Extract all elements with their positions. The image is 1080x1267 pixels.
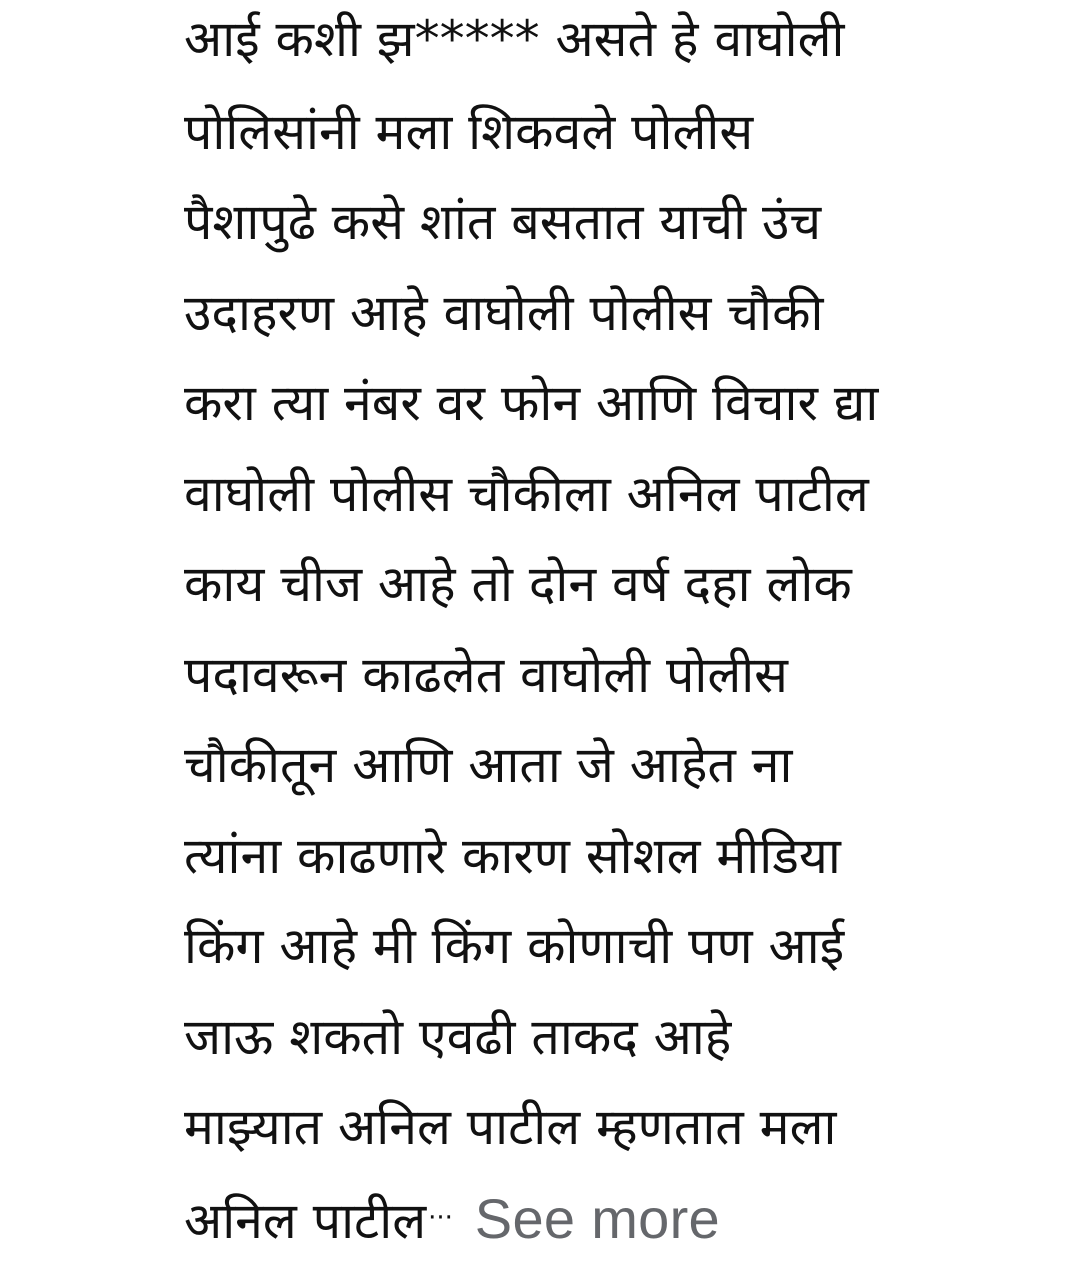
post-text-line: किंग आहे मी किंग कोणाची पण आई <box>184 905 1064 996</box>
post-text-line: जाऊ शकतो एवढी ताकद आहे <box>184 996 1064 1087</box>
post-text-last-line <box>184 1177 1064 1267</box>
post-text-line: पदावरून काढलेत वाघोली पोलीस <box>184 634 1064 725</box>
post-text <box>184 0 1064 1267</box>
post-text-line: त्यांना काढणारे कारण सोशल मीडिया <box>184 815 1064 906</box>
truncated-text: अनिल पाटील <box>184 1192 426 1250</box>
post-text-line: काय चीज आहे तो दोन वर्ष दहा लोक <box>184 543 1064 634</box>
post-text-line: करा त्या नंबर वर फोन आणि विचार द्या <box>184 362 1064 453</box>
post-text-line: चौकीतून आणि आता जे आहेत ना <box>184 724 1064 815</box>
see-more-link[interactable]: See more <box>475 1187 720 1250</box>
post-text-line: पैशापुढे कसे शांत बसतात याची उंच <box>184 181 1064 272</box>
post-text-line: उदाहरण आहे वाघोली पोलीस चौकी <box>184 272 1064 363</box>
post-text-line: माझ्यात अनिल पाटील म्हणतात मला <box>184 1086 1064 1177</box>
post-text-line: आई कशी झ***** असते हे वाघोली <box>184 0 1064 91</box>
truncation-ellipsis: ··· <box>428 1203 453 1233</box>
post-text-line: पोलिसांनी मला शिकवले पोलीस <box>184 91 1064 182</box>
post-text-line: वाघोली पोलीस चौकीला अनिल पाटील <box>184 453 1064 544</box>
